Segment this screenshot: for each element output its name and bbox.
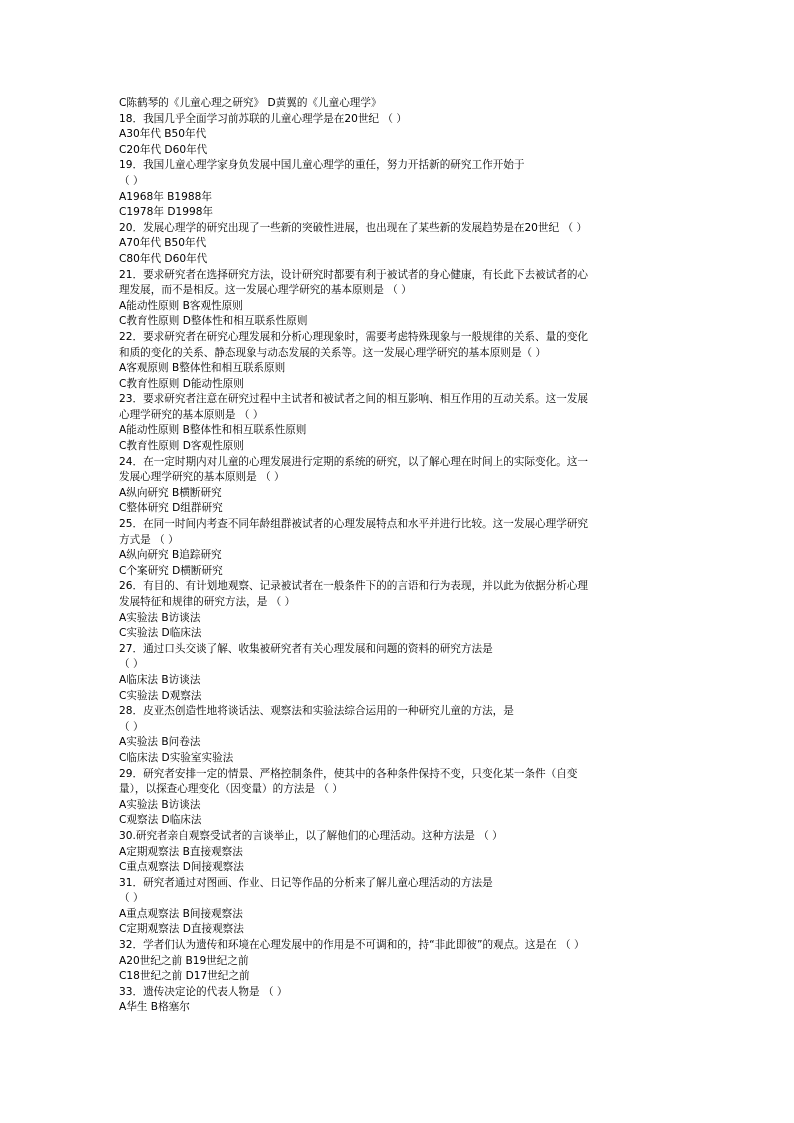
text-line: A纵向研究 B追踪研究: [119, 549, 222, 562]
text-line: A能动性原则 B整体性和相互联系性原则: [119, 424, 307, 437]
text-line: 发展心理学研究的基本原则是 （ ）: [119, 471, 285, 484]
text-line: A70年代 B50年代: [119, 237, 207, 250]
text-line: C个案研究 D横断研究: [119, 564, 223, 577]
text-line: C教育性原则 D整体性和相互联系性原则: [119, 315, 308, 328]
text-line: 28．皮亚杰创造性地将谈话法、观察法和实验法综合运用的一种研究儿童的方法，是: [119, 705, 514, 718]
text-line: 21．要求研究者在选择研究方法，设计研究时都要有利于被试者的身心健康，有长此下去被试者的心: [119, 268, 589, 281]
text-line: C教育性原则 D能动性原则: [119, 377, 244, 390]
text-line: 29．研究者安排一定的情景、严格控制条件，使其中的各种条件保持不变，只变化某一条件（自变: [119, 767, 578, 780]
text-line: 心理学研究的基本原则是 （ ）: [119, 408, 264, 421]
text-line: 31．研究者通过对图画、作业、日记等作品的分析来了解儿童心理活动的方法是: [119, 876, 493, 889]
text-line: 25．在同一时间内考查不同年龄组群被试者的心理发展特点和水平并进行比较。这一发展心理学研究: [119, 518, 589, 531]
text-line: A重点观察法 B间接观察法: [119, 907, 243, 920]
text-line: C1978年 D1998年: [119, 206, 214, 219]
text-line: A华生 B格塞尔: [119, 1001, 190, 1014]
text-line: 30.研究者亲自观察受试者的言谈举止，以了解他们的心理活动。这种方法是 （ ）: [119, 829, 503, 842]
text-line: 32．学者们认为遗传和环境在心理发展中的作用是不可调和的，持“非此即彼”的观点。这是在 （ ）: [119, 939, 585, 952]
text-line: A20世纪之前 B19世纪之前: [119, 954, 249, 967]
text-line: 理发展，而不是相反。这一发展心理学研究的基本原则是 （ ）: [119, 284, 412, 297]
text-line: C实验法 D观察法: [119, 689, 202, 702]
text-line: C20年代 D60年代: [119, 143, 208, 156]
document-page: [119, 96, 659, 1016]
text-line: C定期观察法 D直接观察法: [119, 923, 244, 936]
text-line: 19．我国儿童心理学家身负发展中国儿童心理学的重任，努力开括新的研究工作开始于: [119, 159, 525, 172]
text-line: C整体研究 D组群研究: [119, 502, 223, 515]
text-line: 22．要求研究者在研究心理发展和分析心理现象时，需要考虑特殊现象与一般规律的关系、量的变化: [119, 330, 589, 343]
text-line: 量），以探查心理变化（因变量）的方法是 （ ）: [119, 783, 343, 796]
text-line: A实验法 B访谈法: [119, 611, 201, 624]
text-line: C重点观察法 D间接观察法: [119, 861, 244, 874]
text-line: A定期观察法 B直接观察法: [119, 845, 243, 858]
text-line: 24．在一定时期内对儿童的心理发展进行定期的系统的研究，以了解心理在时间上的实际变化。这一: [119, 455, 589, 468]
text-line: C80年代 D60年代: [119, 252, 208, 265]
text-line: 23．要求研究者注意在研究过程中主试者和被试者之间的相互影响、相互作用的互动关系。这一发展: [119, 393, 589, 406]
text-line: C教育性原则 D客观性原则: [119, 440, 244, 453]
text-line: 方式是 （ ）: [119, 533, 179, 546]
text-line: （ ）: [119, 720, 144, 733]
text-line: C观察法 D临床法: [119, 814, 202, 827]
text-line: （ ）: [119, 174, 144, 187]
text-line: A客观原则 B整体性和相互联系原则: [119, 362, 286, 375]
text-line: 20．发展心理学的研究出现了一些新的突破性进展，也出现在了某些新的发展趋势是在20世纪 （ ）: [119, 221, 588, 234]
text-line: （ ）: [119, 892, 144, 905]
text-line: C陈鹤琴的《儿童心理之研究》 D黄翼的《儿童心理学》: [119, 97, 382, 109]
text-line: A纵向研究 B横断研究: [119, 486, 222, 499]
text-line: （ ）: [119, 658, 144, 671]
text-line: A1968年 B1988年: [119, 190, 212, 203]
text-line: 18．我国几乎全面学习前苏联的儿童心理学是在20世纪 （ ）: [119, 112, 407, 125]
text-line: 33．遗传决定论的代表人物是 （ ）: [119, 985, 288, 998]
text-line: C临床法 D实验室实验法: [119, 751, 234, 764]
text-line: A实验法 B问卷法: [119, 736, 201, 749]
text-line: 26．有目的、有计划地观察、记录被试者在一般条件下的的言语和行为表现，并以此为依据分析心理: [119, 580, 589, 593]
text-line: 和质的变化的关系、静态现象与动态发展的关系等。这一发展心理学研究的基本原则是（ ）: [119, 346, 547, 359]
text-line: A能动性原则 B客观性原则: [119, 299, 243, 312]
text-line: C18世纪之前 D17世纪之前: [119, 970, 250, 983]
text-line: A30年代 B50年代: [119, 128, 207, 141]
text-line: C实验法 D临床法: [119, 627, 202, 640]
text-line: 27．通过口头交谈了解、收集被研究者有关心理发展和问题的资料的研究方法是: [119, 642, 493, 655]
text-line: A实验法 B访谈法: [119, 798, 201, 811]
text-line: A临床法 B访谈法: [119, 673, 201, 686]
text-line: 发展特征和规律的研究方法，是 （ ）: [119, 596, 296, 608]
